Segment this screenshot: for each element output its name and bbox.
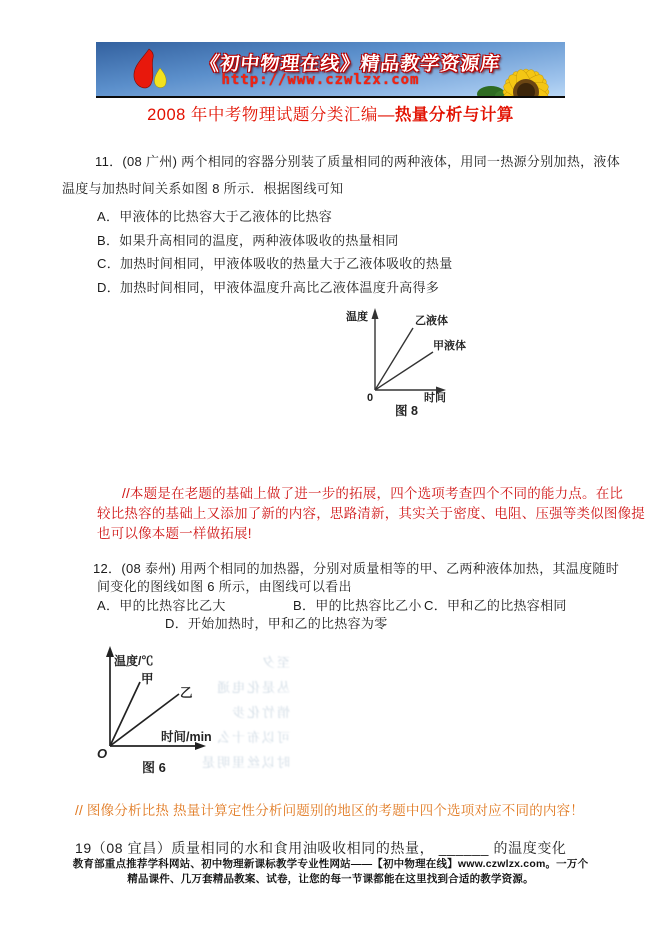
comment1-line1: //本题是在老题的基础上做了进一步的拓展，四个选项考查四个不同的能力点。在比 [122, 486, 624, 501]
bleed-line: 至夕 [259, 655, 290, 670]
q12-option-d: D．开始加热时，甲和乙的比热容为零 [165, 616, 388, 631]
q11-option-c: C．加热时间相同，甲液体吸收的热量大于乙液体吸收的热量 [97, 256, 453, 271]
figure-6-chart [86, 642, 291, 792]
q12-option-a: A．甲的比热容比乙大 [97, 598, 226, 613]
fig6-label-jia: 甲 [141, 672, 154, 686]
fig8-ylabel: 温度 [346, 311, 368, 323]
fig6-label-yi: 乙 [180, 686, 193, 700]
bleed-line: 丛是化电通 [214, 680, 290, 695]
q11-option-d: D．加热时间相同，甲液体温度升高比乙液体温度升高得多 [97, 280, 440, 295]
q19-text: 19（08 宜昌）质量相同的水和食用油吸收相同的热量， ______ 的温度变化 [75, 840, 567, 856]
comment2-text: // 图像分析比热 热量计算定性分析问题别的地区的考题中四个选项对应不同的内容！ [75, 803, 585, 818]
fig8-caption: 图 8 [395, 404, 418, 418]
fig8-line-jia [375, 352, 433, 390]
q12-line1: 12．(08 泰州) 用两个相同的加热器，分别对质量相等的甲、乙两种液体加热，其温度随时 [93, 561, 620, 576]
q12-option-b: B．甲的比热容比乙小 [293, 598, 422, 613]
fig6-origin: O [97, 746, 108, 761]
fig6-y-arrow [106, 646, 114, 657]
footer-line1: 教育部重点推荐学科网站、初中物理新课标教学专业性网站——【初中物理在线】www.czwlzx.com。一万个 [72, 858, 589, 870]
figure-8-chart [345, 302, 507, 420]
fig6-line-jia [110, 682, 140, 746]
footer-line2: 精品课件、几万套精品教案、试卷，让您的每一节课都能在这里找到合适的教学资源。 [127, 873, 534, 885]
bleed-line: 可以布十么 [214, 730, 290, 745]
fig8-label-jia: 甲液体 [433, 340, 466, 352]
q12-option-c: C．甲和乙的比热容相同 [424, 598, 567, 613]
q11-option-b: B．如果升高相同的温度，两种液体吸收的热量相同 [97, 233, 399, 248]
fig8-origin: 0 [367, 392, 374, 404]
fig6-caption: 图 6 [142, 760, 166, 775]
banner-site-url: http://www.czwlzx.com [221, 72, 420, 88]
comment1-line3: 也可以像本题一样做拓展! [97, 526, 252, 541]
bleed-line: 悄竹化步 [229, 705, 290, 720]
fig8-xlabel: 时间 [424, 392, 446, 404]
page-title-regular: 2008 年中考物理试题分类汇编— [147, 106, 395, 124]
site-banner [96, 42, 565, 98]
q11-line1: 11．(08 广州) 两个相同的容器分别装了质量相同的两种液体，用同一热源分别加热，液体 [95, 154, 621, 169]
fig8-label-yi: 乙液体 [415, 315, 448, 327]
page-title [0, 101, 661, 125]
page-title-bold: 热量分析与计算 [394, 106, 514, 124]
comment1-line2: 较比热容的基础上又添加了新的内容，思路清新，其实关于密度、电阻、压强等类似图像提 [97, 506, 645, 521]
fig8-line-yi [375, 328, 413, 390]
fig6-ylabel: 温度/℃ [114, 654, 154, 668]
fig6-xlabel: 时间/min [161, 730, 212, 744]
sunflower-icon [479, 50, 565, 96]
q11-line2: 温度与加热时间关系如图 8 所示．根据图线可知 [62, 181, 344, 196]
banner-site-title: 《初中物理在线》精品教学资源库 [199, 54, 502, 75]
bleed-line: 时以丝里明是 [199, 755, 290, 770]
q11-option-a: A．甲液体的比热容大于乙液体的比热容 [97, 209, 333, 224]
q12-line2: 间变化的图线如图 6 所示，由图线可以看出 [97, 579, 352, 594]
fig8-y-arrow [372, 308, 379, 319]
